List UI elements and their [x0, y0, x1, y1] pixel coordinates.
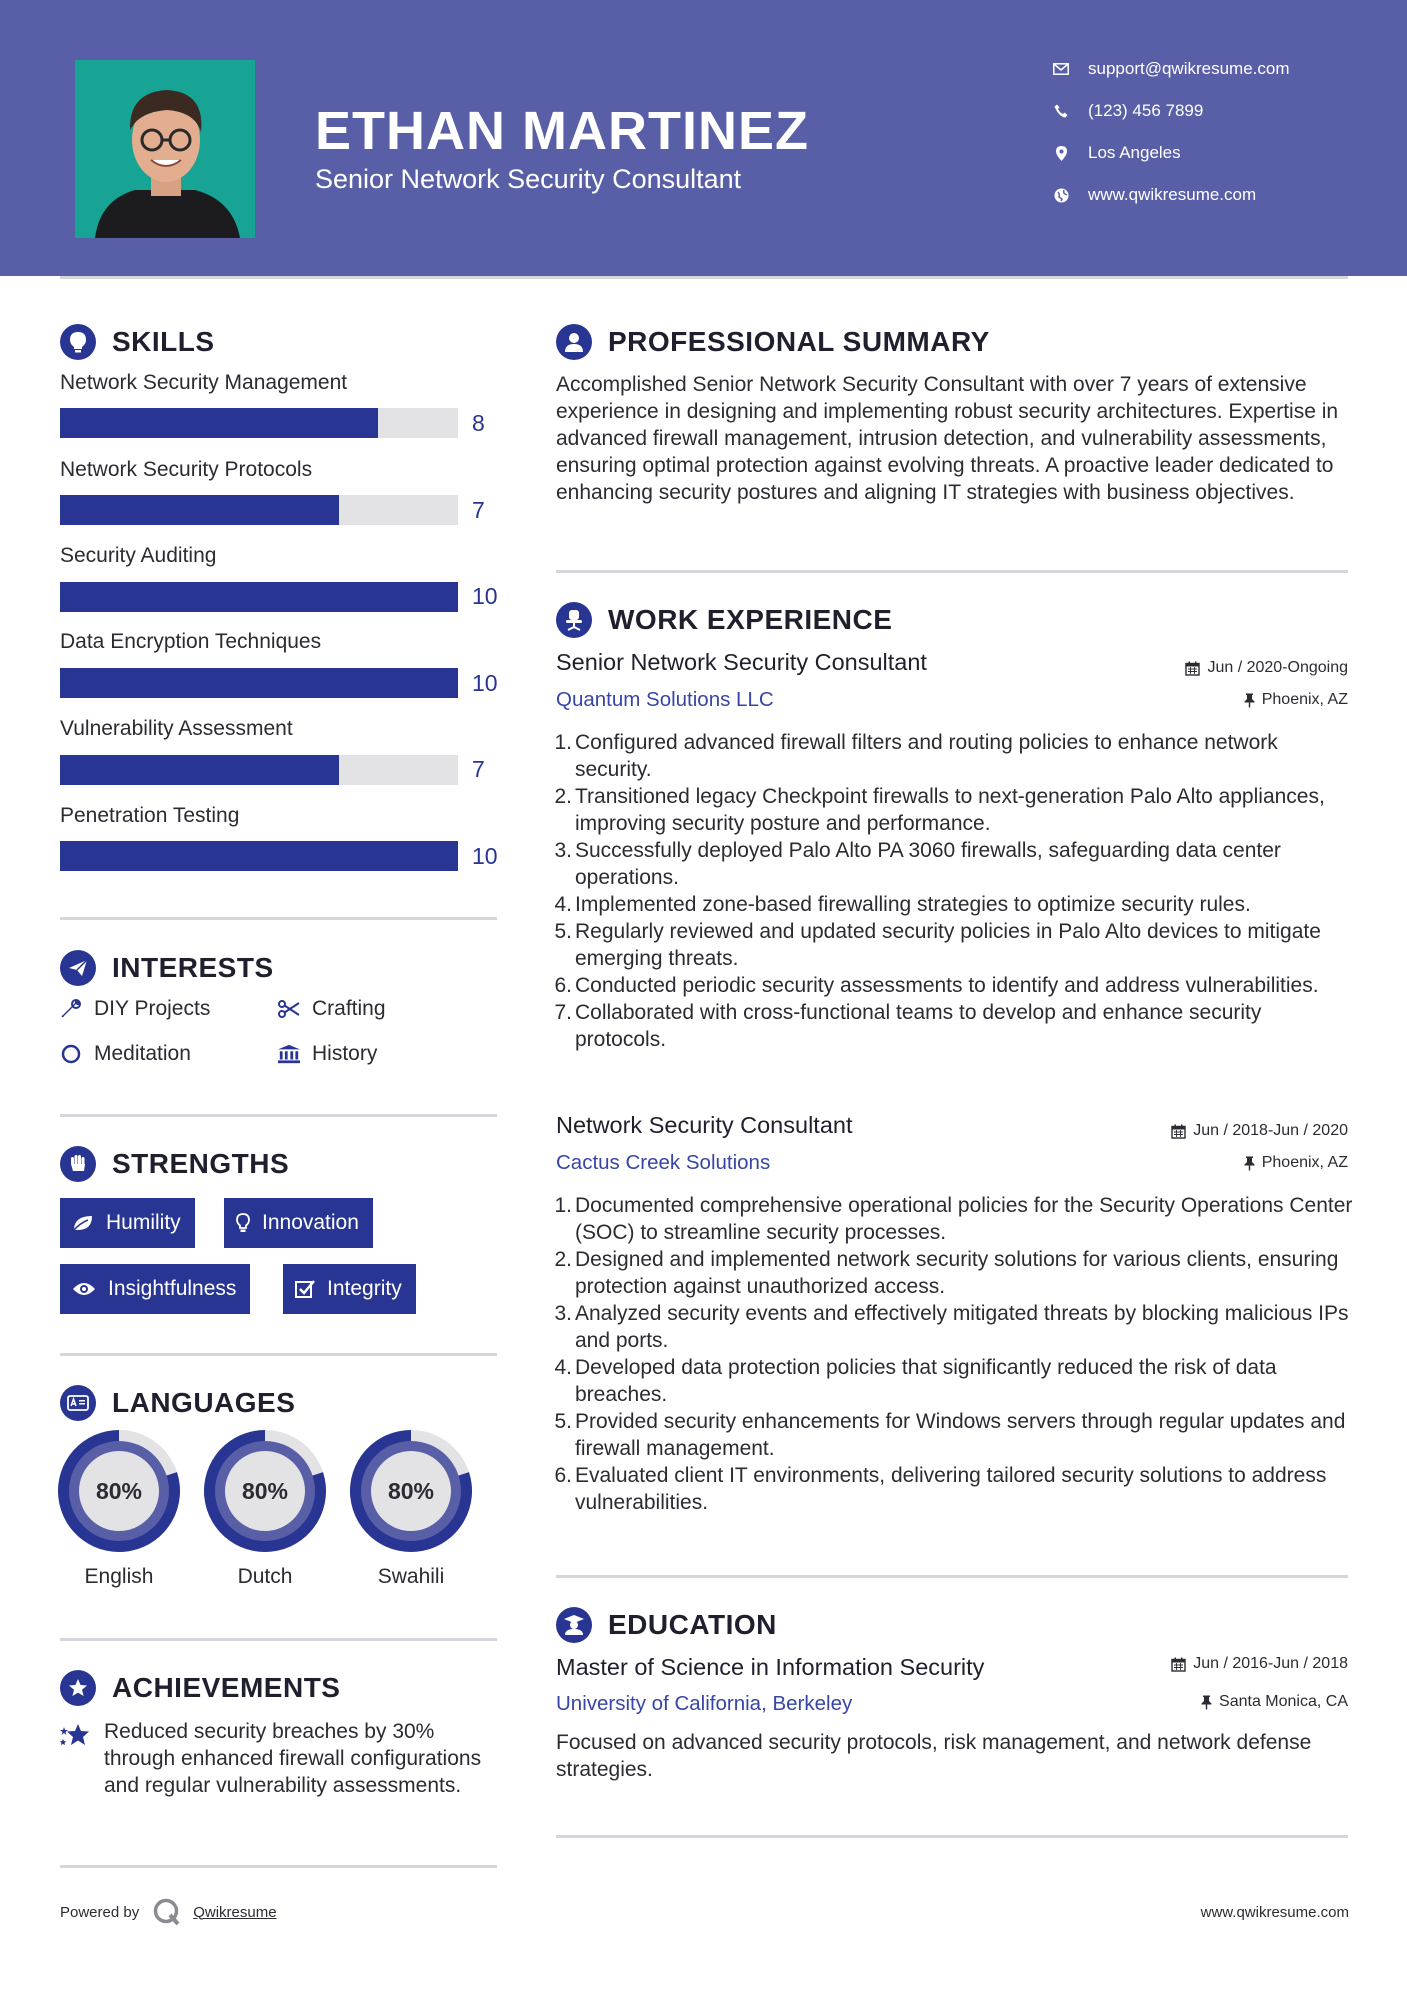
skill-label: Penetration Testing [60, 804, 240, 827]
skill-value: 10 [472, 843, 498, 869]
section-divider [60, 917, 497, 920]
language-label: Swahili [377, 1565, 445, 1588]
skill-bar-fill [60, 495, 339, 525]
education-date: Jun / 2016-Jun / 2018 [1171, 1655, 1348, 1673]
paper-plane-icon [60, 950, 96, 986]
skill-label: Data Encryption Techniques [60, 630, 322, 653]
job-title: Senior Network Security Consultant [556, 649, 927, 675]
section-divider [60, 1353, 497, 1356]
fist-icon [60, 1146, 96, 1182]
skill-bar-fill [60, 408, 378, 438]
skill-bar [60, 755, 458, 785]
job-location: Phoenix, AZ [1244, 1154, 1348, 1172]
job-bullets [556, 729, 1356, 1053]
section-divider [556, 570, 1348, 573]
job-date: Jun / 2020-Ongoing [1185, 659, 1348, 677]
languages-heading: LANGUAGES [60, 1385, 295, 1421]
list-item: 6. Conducted periodic security assessments to identify and address vulnerabilities. [554, 974, 1319, 997]
list-item: 6. Evaluated client IT environments, delivering tailored security solutions to address vulnerabilities. [554, 1464, 1327, 1514]
contact-website-text: www.qwikresume.com [1088, 185, 1257, 204]
skill-bar-fill [60, 668, 458, 698]
pushpin-icon [1244, 1156, 1255, 1171]
skill-label: Network Security Protocols [60, 458, 313, 481]
skill-value: 8 [472, 410, 485, 436]
section-divider [556, 1575, 1348, 1578]
skill-value: 10 [472, 583, 498, 609]
experience-heading: WORK EXPERIENCE [556, 602, 892, 638]
stars-icon [58, 1721, 92, 1754]
contact-email-text: support@qwikresume.com [1088, 59, 1290, 78]
achievements-heading: ACHIEVEMENTS [60, 1670, 340, 1706]
list-item: 2. Designed and implemented network security solutions for various clients, ensuring protection against unauthorized access. [554, 1248, 1339, 1298]
globe-icon [1050, 188, 1072, 203]
museum-icon [278, 1044, 300, 1064]
strength-tag: Innovation [224, 1198, 373, 1248]
envelope-icon [1050, 63, 1072, 75]
scissors-icon [278, 1000, 300, 1018]
footer-powered-by: Powered by Qwikresume [60, 1898, 277, 1926]
candidate-title: Senior Network Security Consultant [315, 164, 742, 194]
interest-item: Meditation [60, 1042, 191, 1066]
profile-photo [75, 60, 255, 238]
star-badge-icon [60, 1670, 96, 1706]
strength-tag: Humility [60, 1198, 195, 1248]
contact-email[interactable] [1050, 57, 1290, 81]
contact-phone[interactable] [1050, 99, 1203, 123]
contact-phone-text: (123) 456 7899 [1088, 101, 1204, 120]
education-heading: EDUCATION [556, 1607, 777, 1643]
list-item: 3. Analyzed security events and effectively mitigated threats by blocking malicious IPs and ports. [554, 1302, 1349, 1352]
resume-header [0, 0, 1407, 276]
job-location: Phoenix, AZ [1244, 691, 1348, 709]
language-label: English [84, 1565, 154, 1588]
language-icon [60, 1385, 96, 1421]
pushpin-icon [1244, 693, 1255, 708]
skill-value: 7 [472, 756, 485, 782]
skill-bar [60, 582, 458, 612]
header-divider [60, 276, 1348, 279]
qwikresume-logo-icon [153, 1898, 181, 1926]
skill-bar-fill [60, 841, 458, 871]
graduate-icon [556, 1607, 592, 1643]
achievement-text: Reduced security breaches by 30% through enhanced firewall configurations and regular vulnerability assessments. [104, 1720, 482, 1797]
summary-heading: PROFESSIONAL SUMMARY [556, 324, 990, 360]
list-item: 3. Successfully deployed Palo Alto PA 3060 firewalls, safeguarding data center operations. [554, 839, 1281, 889]
skill-bar [60, 668, 458, 698]
school-name: University of California, Berkeley [556, 1692, 853, 1715]
job-title: Network Security Consultant [556, 1112, 853, 1138]
leaf-icon [72, 1214, 94, 1232]
skill-bar [60, 841, 458, 871]
section-divider [556, 1835, 1348, 1838]
lightbulb-icon [60, 324, 96, 360]
interests-heading: INTERESTS [60, 950, 274, 986]
skill-bar-fill [60, 755, 339, 785]
language-percent: 80% [387, 1478, 435, 1504]
lightbulb-icon [236, 1213, 250, 1233]
circle-icon [60, 1044, 82, 1064]
language-donut [204, 1430, 326, 1552]
skill-value: 7 [472, 497, 485, 523]
section-divider [60, 1114, 497, 1117]
map-pin-icon [1050, 146, 1072, 161]
list-item: 5. Regularly reviewed and updated security policies in Palo Alto devices to mitigate emerging threats. [554, 920, 1321, 970]
footer-brand-link[interactable]: Qwikresume [193, 1903, 277, 1921]
skill-label: Vulnerability Assessment [60, 717, 293, 740]
phone-icon [1050, 104, 1072, 118]
company-name: Quantum Solutions LLC [556, 688, 774, 711]
list-item: 1. Configured advanced firewall filters and routing policies to enhance network security. [554, 731, 1278, 781]
language-percent: 80% [241, 1478, 289, 1504]
education-text: Focused on advanced security protocols, risk management, and network defense strategies. [556, 1731, 1312, 1781]
language-donut [350, 1430, 472, 1552]
footer-website[interactable]: www.qwikresume.com [1200, 1904, 1349, 1921]
interest-item: History [278, 1042, 377, 1066]
user-icon [556, 324, 592, 360]
candidate-name: ETHAN MARTINEZ [315, 101, 809, 161]
job-bullets [556, 1192, 1356, 1516]
interest-item: DIY Projects [60, 997, 210, 1021]
section-divider [60, 1638, 497, 1641]
skill-bar [60, 408, 458, 438]
summary-text: Accomplished Senior Network Security Consultant with over 7 years of extensive experience in designing and implementing robust security architectures. Expertise in advanced firewall management, intrusion detection, and vulnerability assessments, ensuring optimal protection against evolving threats. A proactive leader dedicated to enhancing security postures and aligning IT strategies with business objectives. [556, 373, 1339, 504]
language-donut [58, 1430, 180, 1552]
strengths-heading: STRENGTHS [60, 1146, 289, 1182]
wrench-icon [60, 999, 82, 1019]
list-item: 4. Developed data protection policies that significantly reduced the risk of data breaches. [554, 1356, 1277, 1406]
contact-location-text: Los Angeles [1088, 143, 1181, 162]
list-item: 1. Documented comprehensive operational policies for the Security Operations Center (SOC) to streamline security processes. [554, 1194, 1353, 1244]
list-item: 4. Implemented zone-based firewalling strategies to optimize security rules. [554, 893, 1251, 916]
skill-bar [60, 495, 458, 525]
interest-item: Crafting [278, 997, 386, 1021]
section-divider [60, 1865, 497, 1868]
list-item: 5. Provided security enhancements for Windows servers through regular updates and firewall management. [554, 1410, 1346, 1460]
calendar-icon [1185, 661, 1200, 676]
checkbox-icon [295, 1279, 315, 1299]
job-date: Jun / 2018-Jun / 2020 [1171, 1122, 1348, 1140]
company-name: Cactus Creek Solutions [556, 1151, 771, 1174]
skill-bar-fill [60, 582, 458, 612]
calendar-icon [1171, 1124, 1186, 1139]
language-label: Dutch [237, 1565, 293, 1588]
degree-title: Master of Science in Information Security [556, 1654, 985, 1680]
skill-label: Security Auditing [60, 544, 217, 567]
language-percent: 80% [95, 1478, 143, 1504]
list-item: 2. Transitioned legacy Checkpoint firewalls to next-generation Palo Alto appliances, improving security posture and performance. [554, 785, 1325, 835]
skill-label: Network Security Management [60, 371, 348, 394]
list-item: 7. Collaborated with cross-functional teams to develop and enhance security protocols. [554, 1001, 1262, 1051]
strength-tag: Integrity [283, 1264, 416, 1314]
education-location: Santa Monica, CA [1201, 1693, 1348, 1711]
strength-tag: Insightfulness [60, 1264, 250, 1314]
eye-icon [72, 1281, 96, 1297]
contact-location [1050, 141, 1181, 165]
calendar-icon [1171, 1657, 1186, 1672]
pushpin-icon [1201, 1695, 1212, 1710]
office-chair-icon [556, 602, 592, 638]
skills-heading: SKILLS [60, 324, 215, 360]
skill-value: 10 [472, 670, 498, 696]
contact-website[interactable] [1050, 183, 1256, 207]
